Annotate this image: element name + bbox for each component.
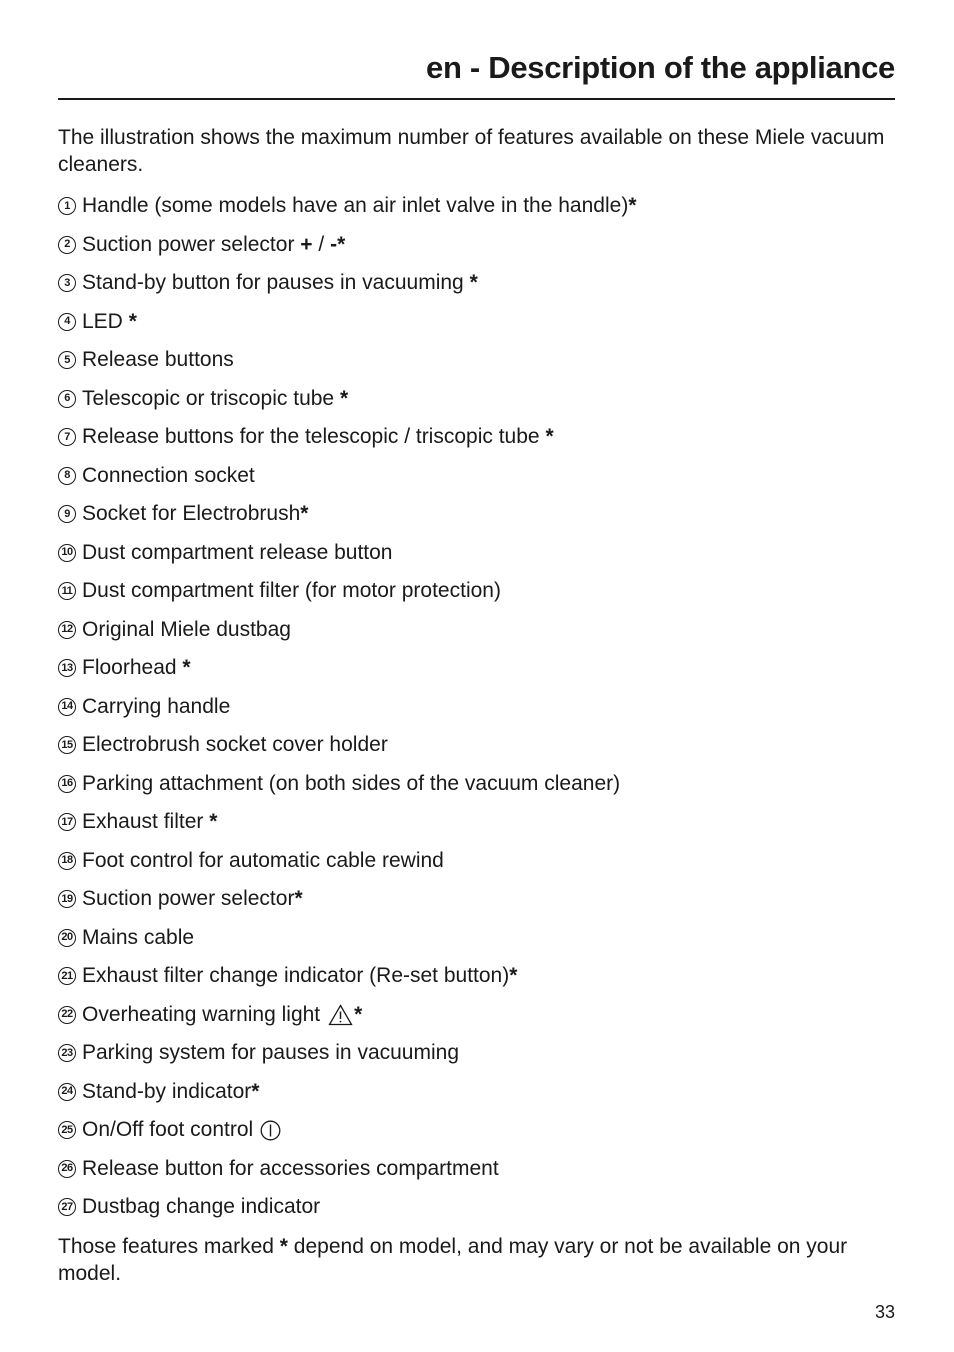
item-text: Original Miele dustbag — [82, 617, 291, 641]
list-item — [58, 572, 637, 611]
item-number: 7 — [58, 428, 76, 446]
list-item — [58, 457, 637, 496]
item-number: 23 — [58, 1044, 76, 1062]
footnote-paragraph: Those features marked * depend on model, and may vary or not be available on your model. — [58, 1235, 853, 1285]
item-text: Connection socket — [82, 463, 255, 487]
model-dependent-star: * — [469, 271, 478, 294]
item-number: 26 — [58, 1160, 76, 1178]
model-dependent-star: * — [209, 810, 218, 833]
list-item — [58, 842, 637, 881]
item-number: 13 — [58, 659, 76, 677]
item-text: Suction power selector — [82, 887, 295, 910]
item-number: 2 — [58, 236, 76, 254]
item-text: Dust compartment release button — [82, 540, 393, 564]
item-text: Floorhead — [82, 656, 177, 679]
warning-triangle-icon — [328, 1004, 353, 1026]
list-item — [58, 1188, 637, 1227]
plus-symbol: + — [300, 232, 313, 256]
item-number: 15 — [58, 736, 76, 754]
item-number: 6 — [58, 390, 76, 408]
item-text: Telescopic or triscopic tube — [82, 386, 335, 410]
power-symbol-icon — [260, 1120, 281, 1141]
item-text: Parking attachment (on both sides of the vacuum cleaner) — [82, 771, 621, 795]
list-item — [58, 726, 637, 765]
slash-symbol: / — [312, 232, 331, 256]
item-text: Suction power selector — [82, 232, 301, 256]
page-title: en - Description of the appliance — [426, 50, 895, 85]
item-number: 9 — [58, 505, 76, 523]
model-dependent-star: * — [294, 887, 303, 910]
item-number: 4 — [58, 313, 76, 331]
list-item — [58, 1150, 637, 1189]
model-dependent-star: * — [628, 194, 637, 217]
item-text: Overheating warning light — [82, 1002, 321, 1026]
list-item — [58, 996, 637, 1035]
list-item — [58, 1034, 637, 1073]
item-text: Stand-by indicator — [82, 1079, 252, 1103]
list-item — [58, 303, 637, 342]
item-text: Socket for Electrobrush — [82, 502, 301, 525]
list-item — [58, 418, 637, 457]
item-number: 14 — [58, 698, 76, 716]
item-text: Release buttons — [82, 348, 234, 371]
model-dependent-star: * — [300, 502, 309, 525]
list-item — [58, 611, 637, 650]
model-dependent-star: * — [251, 1079, 260, 1103]
item-number: 24 — [58, 1083, 76, 1101]
item-number: 8 — [58, 467, 76, 485]
item-text: Foot control for automatic cable rewind — [82, 848, 444, 872]
item-number: 21 — [58, 967, 76, 985]
item-text: Dustbag change indicator — [82, 1195, 321, 1218]
item-text: Dust compartment filter (for motor protection) — [82, 579, 501, 602]
model-dependent-star: * — [128, 309, 137, 333]
item-number: 3 — [58, 274, 76, 292]
minus-symbol: - — [330, 232, 338, 256]
item-number: 27 — [58, 1198, 76, 1216]
list-item — [58, 880, 637, 919]
page-number: 33 — [874, 1302, 895, 1322]
item-number: 20 — [58, 929, 76, 947]
title-rule — [58, 98, 895, 100]
model-dependent-star: * — [545, 425, 554, 448]
item-number: 22 — [58, 1006, 76, 1024]
item-number: 18 — [58, 852, 76, 870]
list-item — [58, 1111, 637, 1150]
item-text: Exhaust filter — [82, 810, 204, 833]
item-text: Release button for accessories compartment — [82, 1156, 499, 1180]
list-item — [58, 226, 637, 265]
list-item — [58, 765, 637, 804]
item-text: Parking system for pauses in vacuuming — [82, 1041, 460, 1064]
item-text: Carrying handle — [82, 694, 231, 718]
item-number: 10 — [58, 544, 76, 562]
item-number: 19 — [58, 890, 76, 908]
item-text: Release buttons for the telescopic / triscopic tube — [82, 425, 540, 448]
list-item — [58, 534, 637, 573]
item-number: 16 — [58, 775, 76, 793]
model-dependent-star: * — [354, 1002, 363, 1026]
model-dependent-star: * — [339, 386, 349, 410]
list-item — [58, 1073, 637, 1112]
item-text: LED — [82, 309, 123, 333]
item-text: Exhaust filter change indicator (Re-set button) — [82, 964, 510, 987]
item-text: Mains cable — [82, 925, 195, 949]
list-item — [58, 495, 637, 534]
item-text: Stand-by button for pauses in vacuuming — [82, 271, 464, 294]
item-number: 12 — [58, 621, 76, 639]
model-dependent-star: * — [337, 232, 346, 256]
list-item — [58, 919, 637, 958]
list-item — [58, 380, 637, 419]
list-item — [58, 688, 637, 727]
model-dependent-star: * — [509, 964, 518, 987]
item-number: 5 — [58, 351, 76, 369]
model-dependent-star: * — [182, 656, 191, 679]
item-number: 1 — [58, 197, 76, 215]
item-number: 17 — [58, 813, 76, 831]
list-item — [58, 803, 637, 842]
item-number: 11 — [58, 582, 76, 600]
item-number: 25 — [58, 1121, 76, 1139]
list-item — [58, 649, 637, 688]
list-item — [58, 264, 637, 303]
item-text: Electrobrush socket cover holder — [82, 733, 388, 756]
item-text: Handle (some models have an air inlet valve in the handle) — [82, 194, 629, 217]
intro-paragraph: The illustration shows the maximum number of features available on these Miele vacuum cleaners. — [58, 126, 885, 176]
list-item — [58, 957, 637, 996]
item-text: On/Off foot control — [82, 1118, 254, 1141]
feature-list — [58, 187, 637, 1227]
list-item — [58, 187, 637, 226]
model-dependent-star: * — [279, 1235, 288, 1258]
list-item — [58, 341, 637, 380]
